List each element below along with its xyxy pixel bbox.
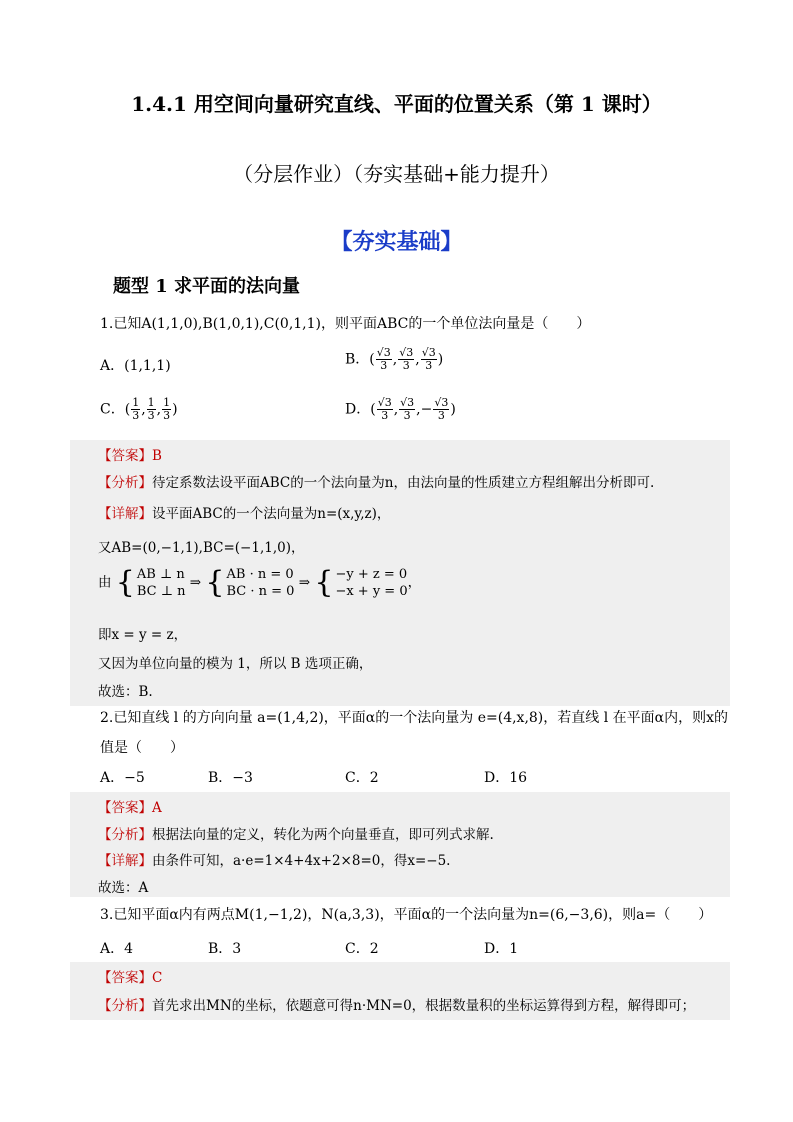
- section-heading: 【夯实基础】: [330, 229, 463, 255]
- q2-detail: 【详解】由条件可知，a·e=1×4+4x+2×8=0，得x=−5.: [98, 853, 451, 869]
- q1-answer-block: [70, 440, 730, 706]
- question-2-stem-line-1: 2.已知直线 l 的方向向量 a=(1,4,2)，平面α的一个法向量为 e=(4,x,8)，若直线 l 在平面α内，则x的: [100, 710, 728, 726]
- q2-option-d: D．16: [484, 770, 528, 786]
- q1-choose: 故选：B.: [98, 684, 153, 700]
- q1-detail-2: 又AB=(0,−1,1),BC=(−1,1,0)，: [98, 540, 305, 556]
- q3-option-a: A．4: [100, 941, 134, 957]
- q3-option-c: C．2: [345, 941, 379, 957]
- q2-answer: 【答案】A: [98, 800, 162, 816]
- page-title: 1.4.1 用空间向量研究直线、平面的位置关系（第 1 课时）: [131, 92, 662, 116]
- q3-analysis: 【分析】首先求出MN的坐标，依题意可得n·MN=0，根据数量积的坐标运算得到方程，解得即可；: [98, 998, 696, 1014]
- q1-option-c: C．( $\frac{1}{3}$ , $\frac{1}{3}$ , $\frac{1}{3}$ ): [100, 396, 178, 422]
- q1-detail-1: 【详解】设平面ABC的一个法向量为n=(x,y,z)，: [98, 506, 391, 522]
- q2-option-c: C．2: [345, 770, 379, 786]
- q3-answer: 【答案】C: [98, 970, 163, 986]
- question-2-stem-line-2: 值是（ ）: [100, 740, 184, 756]
- q3-answer-block: [70, 962, 730, 1020]
- q2-analysis: 【分析】根据法向量的定义，转化为两个向量垂直，即可列式求解.: [98, 827, 494, 843]
- q1-detail-3: 由 { AB ⊥ n BC ⊥ n ⇒ { AB · n = 0 BC · n = 0 ⇒ { −y + z = 0 −x + y = 0，: [98, 565, 422, 600]
- question-3-stem: 3.已知平面α内有两点M(1,−1,2)，N(a,3,3)，平面α的一个法向量为n=(6,−3,6)，则a=（ ）: [100, 907, 713, 923]
- q2-answer-block: [70, 792, 730, 897]
- q1-option-d: D．( $\frac{√3}{3}$ , $\frac{√3}{3}$ ,− $\frac{√3}{3}$ ): [345, 396, 456, 422]
- q1-option-a: A．(1,1,1): [100, 358, 171, 374]
- q1-detail-4: 即x = y = z，: [98, 627, 188, 643]
- page-subtitle: （分层作业）（夯实基础+能力提升）: [233, 162, 560, 186]
- q2-option-a: A．−5: [100, 770, 145, 786]
- q1-detail-5: 又因为单位向量的模为 1，所以 B 选项正确，: [98, 656, 373, 672]
- q1-answer: 【答案】B: [98, 448, 162, 464]
- q3-option-b: B．3: [208, 941, 242, 957]
- q2-choose: 故选：A: [98, 880, 149, 896]
- q2-option-b: B．−3: [208, 770, 253, 786]
- q1-analysis: 【分析】待定系数法设平面ABC的一个法向量为n，由法向量的性质建立方程组解出分析即可.: [98, 475, 655, 491]
- question-1-stem: 1.已知A(1,1,0),B(1,0,1),C(0,1,1)，则平面ABC的一个单位法向量是（ ）: [100, 316, 591, 332]
- topic-heading: 题型 1 求平面的法向量: [113, 276, 301, 297]
- q3-option-d: D．1: [484, 941, 519, 957]
- q1-option-b: B．( $\frac{√3}{3}$ , $\frac{√3}{3}$ , $\frac{√3}{3}$ ): [345, 346, 444, 372]
